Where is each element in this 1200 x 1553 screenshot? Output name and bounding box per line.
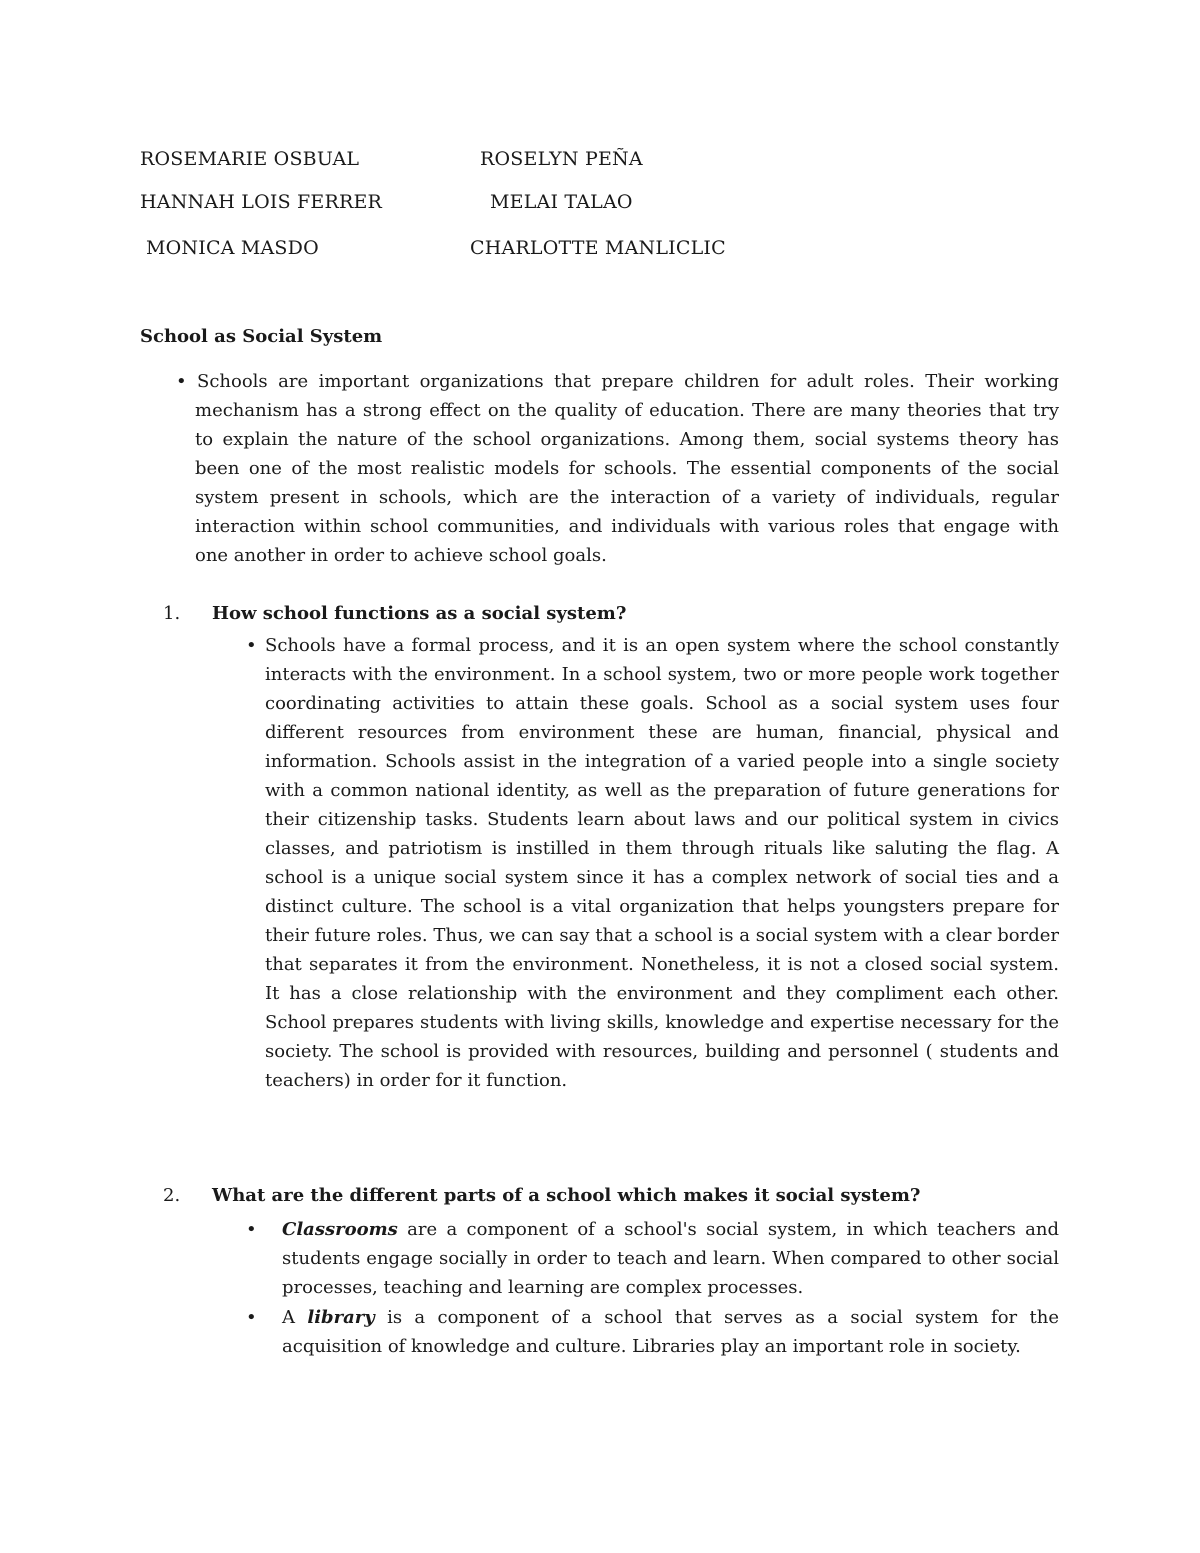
item-prefix: A <box>282 1307 308 1328</box>
list-item <box>282 1215 1059 1302</box>
author-name: MELAI TALAO <box>490 191 633 213</box>
answer-text: Schools have a formal process, and it is an open system where the school constantly interacts with the environment. In a school system, two or more people work together coordinating activities to attain these goals. School as a social system uses four different resources from environment these are human, financial, physical and information. Schools assist in the integration of a varied people into a single society with a common national identity, as well as the preparation of future generations for their citizenship tasks. Students learn about laws and our political system in civics classes, and patriotism is instilled in them through rituals like saluting the flag. A school is a unique social system since it has a complex network of social ties and a distinct culture. The school is a vital organization that helps youngsters prepare for their future roles. Thus, we can say that a school is a social system with a clear border that separates it from the environment. Nonetheless, it is not a closed social system. It has a close relationship with the environment and they compliment each other. School prepares students with living skills, knowledge and expertise necessary for the society. The school is provided with resources, building and personnel ( students and teachers) in order for it function. <box>265 635 1059 1091</box>
author-name: MONICA MASDO <box>146 237 319 259</box>
item-text: are a component of a school's social system, in which teachers and students engage socially in order to teach and learn. When compared to other social processes, teaching and learning are complex processes. <box>282 1219 1059 1298</box>
author-name: HANNAH LOIS FERRER <box>140 191 383 213</box>
item-text: is a component of a school that serves as a social system for the acquisition of knowledge and culture. Libraries play an important role in society. <box>282 1307 1059 1357</box>
list-item <box>282 1303 1059 1361</box>
author-name: CHARLOTTE MANLICLIC <box>470 237 726 259</box>
intro-paragraph <box>195 367 1059 570</box>
question-heading: How school functions as a social system? <box>212 603 627 624</box>
document-title: School as Social System <box>140 326 383 347</box>
item-term: Classrooms <box>282 1219 398 1240</box>
item-term: library <box>307 1307 375 1328</box>
bullet-marker: • <box>246 1219 257 1240</box>
author-name: ROSELYN PEÑA <box>480 148 643 170</box>
question-heading: What are the different parts of a school which makes it social system? <box>212 1185 921 1206</box>
author-name: ROSEMARIE OSBUAL <box>140 148 360 170</box>
bullet-marker: • <box>246 1307 257 1328</box>
question-number: 2. <box>163 1185 181 1206</box>
answer-paragraph <box>265 631 1059 1095</box>
bullet-marker: • <box>246 635 257 656</box>
intro-text: Schools are important organizations that prepare children for adult roles. Their working mechanism has a strong effect on the quality of education. There are many theories that try to explain the nature of the school organizations. Among them, social systems theory has been one of the most realistic models for schools. The essential components of the social system present in schools, which are the interaction of a variety of individuals, regular interaction within school communities, and individuals with various roles that engage with one another in order to achieve school goals. <box>195 371 1059 566</box>
bullet-marker: • <box>176 371 187 392</box>
question-number: 1. <box>163 603 181 624</box>
